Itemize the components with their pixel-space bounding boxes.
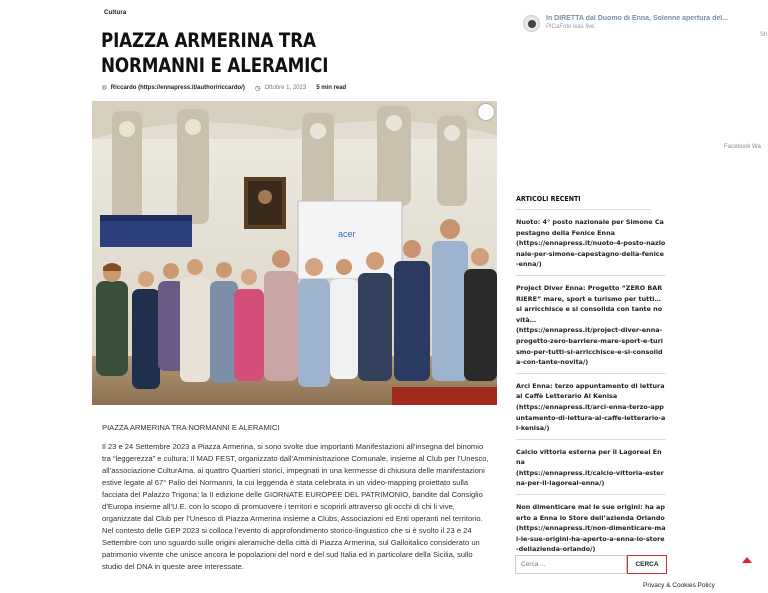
- image-overlay-button[interactable]: [478, 104, 494, 120]
- recent-post-url[interactable]: (https://ennapress.it/calcio-vittoria-esterna-per-il-lagoreal-enna/): [516, 468, 664, 488]
- arrow-up-icon[interactable]: [742, 557, 752, 563]
- recent-post-item[interactable]: [516, 495, 666, 560]
- svg-text:acer: acer: [338, 229, 356, 239]
- recent-posts-heading: ARTICOLI RECENTI: [516, 195, 651, 210]
- featured-image: [92, 101, 497, 405]
- article-paragraph: Il 23 e 24 Settembre 2023 a Piazza Armerina, si sono svolte due importanti Manifestazioni all’insegna del binomio tra “leggerezza” e cultura: Il MAD FEST, organizzato dall’Amministrazione Comunale, insieme al Club per l’Unesco, all’associazione CulturAma, ai quattro Quartieri storici, impegnati in una kermesse di chiusura delle manifestazioni estive legate al 67° Palio dei Normanni, la cui leggenda è stata celebrata in un video-mapping proiettato sulla facciata del Palazzo Trigona; la II edizione delle GIORNATE EUROPEE DEL PATRIMONIO, bandite dal Consiglio d’Europa insieme all’U.E. con lo scopo di promuovere i territori e scoprirli attraverso gli occhi di chi li vive, organizzate dal Club per l’Unesco di Piazza Armerina insieme a Clubs, Associazioni ed Enti operanti nel territorio. Nel contesto delle GEP 2023 si colloca l’evento di approfondimento storico-linguistico che si è svolto il 23 e 24 Settembre con uno sguardo sulle origini aleramiche della città di Piazza Armerina, sul Galloitalico considerato un patrimonio vivente che unisce ancora le popolazioni del nord e del sud Italia ed in particolare della Sicilia, sullo studio del DNA in queste aree interessate.: [102, 442, 489, 571]
- facebook-live-widget[interactable]: [523, 15, 763, 32]
- recent-post-url[interactable]: (https://ennapress.it/non-dimenticare-mai-le-sue-origini-ha-aperto-a-enna-lo-store-dellazienda-orlando/): [516, 524, 666, 554]
- post-meta: [102, 84, 346, 92]
- read-time: 5 min read: [316, 85, 347, 91]
- recent-post-title[interactable]: Nuoto: 4° posto nazionale per Simone Capestagno della Fenice Enna: [516, 218, 664, 237]
- live-video-title[interactable]: In DIRETTA dal Duomo di Enna, Solenne apertura del...: [546, 15, 729, 22]
- article-paragraph: PIAZZA ARMERINA TRA NORMANNI E ALERAMICI: [102, 423, 280, 432]
- recent-post-item[interactable]: [516, 210, 666, 276]
- facebook-widget-label[interactable]: Facebook Wa: [724, 144, 761, 150]
- recent-posts-widget: [516, 195, 666, 560]
- recent-post-title[interactable]: Non dimenticare mai le sue origini: ha aperto a Enna lo Store dell’azienda Orlando: [516, 503, 665, 522]
- recent-post-url[interactable]: (https://ennapress.it/nuoto-4-posto-nazionale-per-simone-capestagno-della-fenice-enna/): [516, 239, 666, 269]
- search-form: [515, 555, 667, 574]
- author-icon: ®: [102, 84, 107, 92]
- privacy-cookies-link[interactable]: Privacy & Cookies Policy: [643, 582, 715, 589]
- page-avatar-icon: [523, 15, 540, 32]
- recent-post-title[interactable]: Calcio vittoria esterna per il Lagoreal Enna: [516, 447, 662, 467]
- group-photo: [92, 101, 497, 405]
- category-label[interactable]: Cultura: [104, 10, 127, 16]
- author-link[interactable]: Riccardo (https://ennapress.it/author/riccardo/): [110, 85, 245, 91]
- recent-post-title[interactable]: Arci Enna: terzo appuntamento di lettura al Caffè Letterario Al Kenisa: [516, 381, 665, 401]
- recent-post-url[interactable]: (https://ennapress.it/project-diver-enna-progetto-zero-barriere-mare-sport-e-turismo-per-tutti-si-arricchisce-e-si-consolida-con-tante-novita/): [516, 326, 663, 367]
- search-input[interactable]: Cerca ...: [515, 555, 627, 574]
- article-body: [102, 422, 494, 580]
- recent-post-title[interactable]: Project Diver Enna: Progetto “ZERO BARRIERE” mare, sport e turismo per tutti… si arricchisce e si consolida con tante novità…: [516, 283, 663, 324]
- share-label[interactable]: Sh: [760, 32, 768, 38]
- post-title: PIAZZA ARMERINA TRA NORMANNI E ALERAMICI: [101, 29, 329, 77]
- recent-post-item[interactable]: [516, 276, 666, 374]
- live-video-subtitle: PICaFoto was live: [546, 24, 595, 30]
- recent-post-item[interactable]: [516, 374, 666, 440]
- recent-post-url[interactable]: (https://ennapress.it/arci-enna-terzo-appuntamento-di-lettura-al-caffe-letterario-al-kenisa/): [516, 402, 666, 433]
- recent-post-item[interactable]: [516, 440, 666, 495]
- post-date: Ottobre 1, 2023: [264, 85, 307, 91]
- clock-icon: ◷: [254, 85, 261, 92]
- search-button[interactable]: CERCA: [627, 555, 667, 574]
